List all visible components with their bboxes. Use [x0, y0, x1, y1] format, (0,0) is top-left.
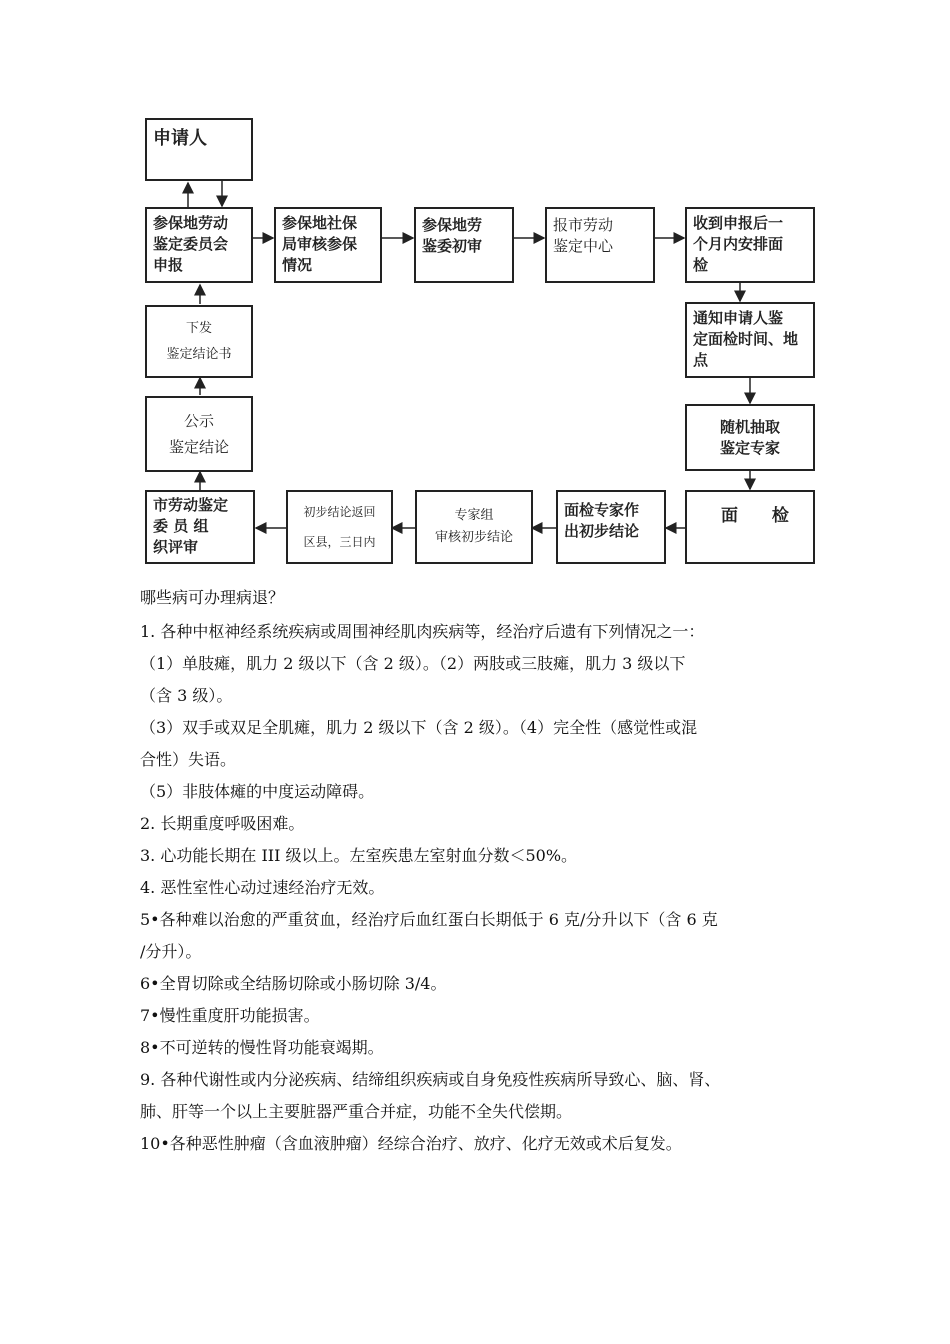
flow-box-step12: 市劳动鉴定 委 员 组 织评审 — [145, 490, 255, 564]
flow-box-step10: 专家组 审核初步结论 — [415, 490, 533, 564]
text-line: 6•全胃切除或全结肠切除或小肠切除 3/4。 — [140, 974, 447, 993]
flow-box-step9: 面检专家作 出初步结论 — [556, 490, 666, 564]
question-heading: 哪些病可办理病退？ — [140, 588, 285, 607]
flow-box-step7: 随机抽取 鉴定专家 — [685, 404, 815, 471]
flow-box-step8: 面 检 — [685, 490, 815, 564]
text-line: 3. 心功能长期在 III 级以上。左室疾患左室射血分数＜50%。 — [140, 846, 578, 865]
text-line: 1. 各种中枢神经系统疾病或周围神经肌肉疾病等，经治疗后遗有下列情况之一： — [140, 622, 705, 641]
flow-box-applicant: 申请人 — [145, 118, 253, 181]
text-line: 5•各种难以治愈的严重贫血，经治疗后血红蛋白长期低于 6 克/分升以下（含 6 克 — [140, 910, 718, 929]
flow-box-step1: 参保地劳动 鉴定委员会 申报 — [145, 207, 253, 283]
flow-box-step5: 收到申报后一 个月内安排面 检 — [685, 207, 815, 283]
flow-box-step14: 下发 鉴定结论书 — [145, 305, 253, 378]
text-line: 7•慢性重度肝功能损害。 — [140, 1006, 320, 1025]
flow-box-step3: 参保地劳 鉴委初审 — [414, 207, 514, 283]
text-line: /分升）。 — [140, 942, 202, 961]
text-line: （5）非肢体瘫的中度运动障碍。 — [140, 782, 375, 801]
text-line: 2. 长期重度呼吸困难。 — [140, 814, 305, 833]
document-body — [140, 582, 830, 1160]
text-line: 8•不可逆转的慢性肾功能衰竭期。 — [140, 1038, 384, 1057]
text-line: 10•各种恶性肿瘤（含血液肿瘤）经综合治疗、放疗、化疗无效或术后复发。 — [140, 1134, 682, 1153]
text-line: 4. 恶性室性心动过速经治疗无效。 — [140, 878, 385, 897]
flow-box-step4: 报市劳动 鉴定中心 — [545, 207, 655, 283]
text-line: （含 3 级）。 — [140, 686, 233, 705]
flow-box-step2: 参保地社保 局审核参保 情况 — [274, 207, 382, 283]
flow-box-step6: 通知申请人鉴 定面检时间、地 点 — [685, 302, 815, 378]
text-line: （1）单肢瘫，肌力 2 级以下（含 2 级）。（2）两肢或三肢瘫，肌力 3 级以下 — [140, 654, 686, 673]
text-line: （3）双手或双足全肌瘫，肌力 2 级以下（含 2 级）。（4）完全性（感觉性或混 — [140, 718, 698, 737]
flow-box-step11: 初步结论返回 区县，三日内 — [286, 490, 393, 564]
text-line: 肺、肝等一个以上主要脏器严重合并症，功能不全失代偿期。 — [140, 1102, 573, 1121]
text-line: 合性）失语。 — [140, 750, 237, 769]
flow-box-step13: 公示 鉴定结论 — [145, 396, 253, 472]
text-line: 9. 各种代谢性或内分泌疾病、结缔组织疾病或自身免疫性疾病所导致心、脑、肾、 — [140, 1070, 721, 1089]
